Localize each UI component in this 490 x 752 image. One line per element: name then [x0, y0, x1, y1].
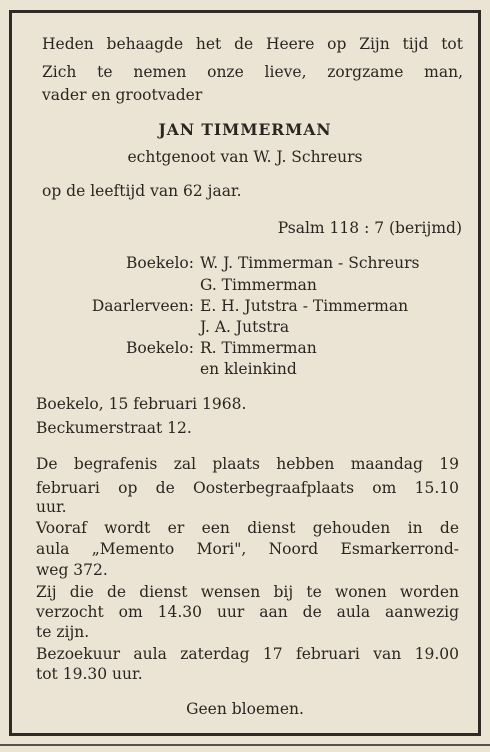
family-member: J. A. Jutstra — [200, 318, 290, 336]
address-line: Beckumerstraat 12. — [36, 419, 192, 437]
spouse-line: echtgenoot van W. J. Schreurs — [127, 148, 363, 166]
family-place: Daarlerveen: — [91, 297, 194, 315]
funeral-line-4: Vooraf wordt er een dienst gehouden in de — [36, 519, 459, 537]
closing-line: Geen bloemen. — [186, 700, 304, 718]
family-place: Boekelo: — [126, 254, 194, 272]
psalm-reference: Psalm 118 : 7 (berijmd) — [277, 219, 462, 237]
family-member: W. J. Timmerman - Schreurs — [200, 254, 420, 272]
intro-line-1: Heden behaagde het de Heere op Zijn tijd tot — [42, 35, 463, 53]
date-line: Boekelo, 15 februari 1968. — [36, 395, 247, 413]
funeral-line-7: Zij die de dienst wensen bij te wonen worden — [36, 583, 459, 601]
family-member: G. Timmerman — [200, 276, 317, 294]
funeral-line-3: uur. — [36, 498, 67, 516]
funeral-line-8: verzocht om 14.30 uur aan de aula aanwezig — [36, 603, 459, 621]
age-line: op de leeftijd van 62 jaar. — [42, 182, 242, 200]
family-member: R. Timmerman — [200, 339, 317, 357]
deceased-name: JAN TIMMERMAN — [158, 120, 332, 139]
family-member: en kleinkind — [200, 360, 297, 378]
funeral-line-11: tot 19.30 uur. — [36, 665, 143, 683]
funeral-line-1: De begrafenis zal plaats hebben maandag 19 — [36, 455, 459, 473]
intro-line-3: vader en grootvader — [42, 86, 203, 104]
intro-line-2: Zich te nemen onze lieve, zorgzame man, — [42, 63, 463, 81]
funeral-line-2: februari op de Oosterbegraafplaats om 15.10 — [36, 479, 459, 497]
funeral-line-10: Bezoekuur aula zaterdag 17 februari van 19.00 — [36, 645, 459, 663]
family-place: Boekelo: — [126, 339, 194, 357]
funeral-line-9: te zijn. — [36, 623, 90, 641]
bottom-divider — [0, 744, 490, 746]
family-member: E. H. Jutstra - Timmerman — [200, 297, 409, 315]
funeral-line-6: weg 372. — [36, 561, 108, 579]
funeral-line-5: aula „Memento Mori", Noord Esmarkerrond- — [36, 540, 459, 558]
